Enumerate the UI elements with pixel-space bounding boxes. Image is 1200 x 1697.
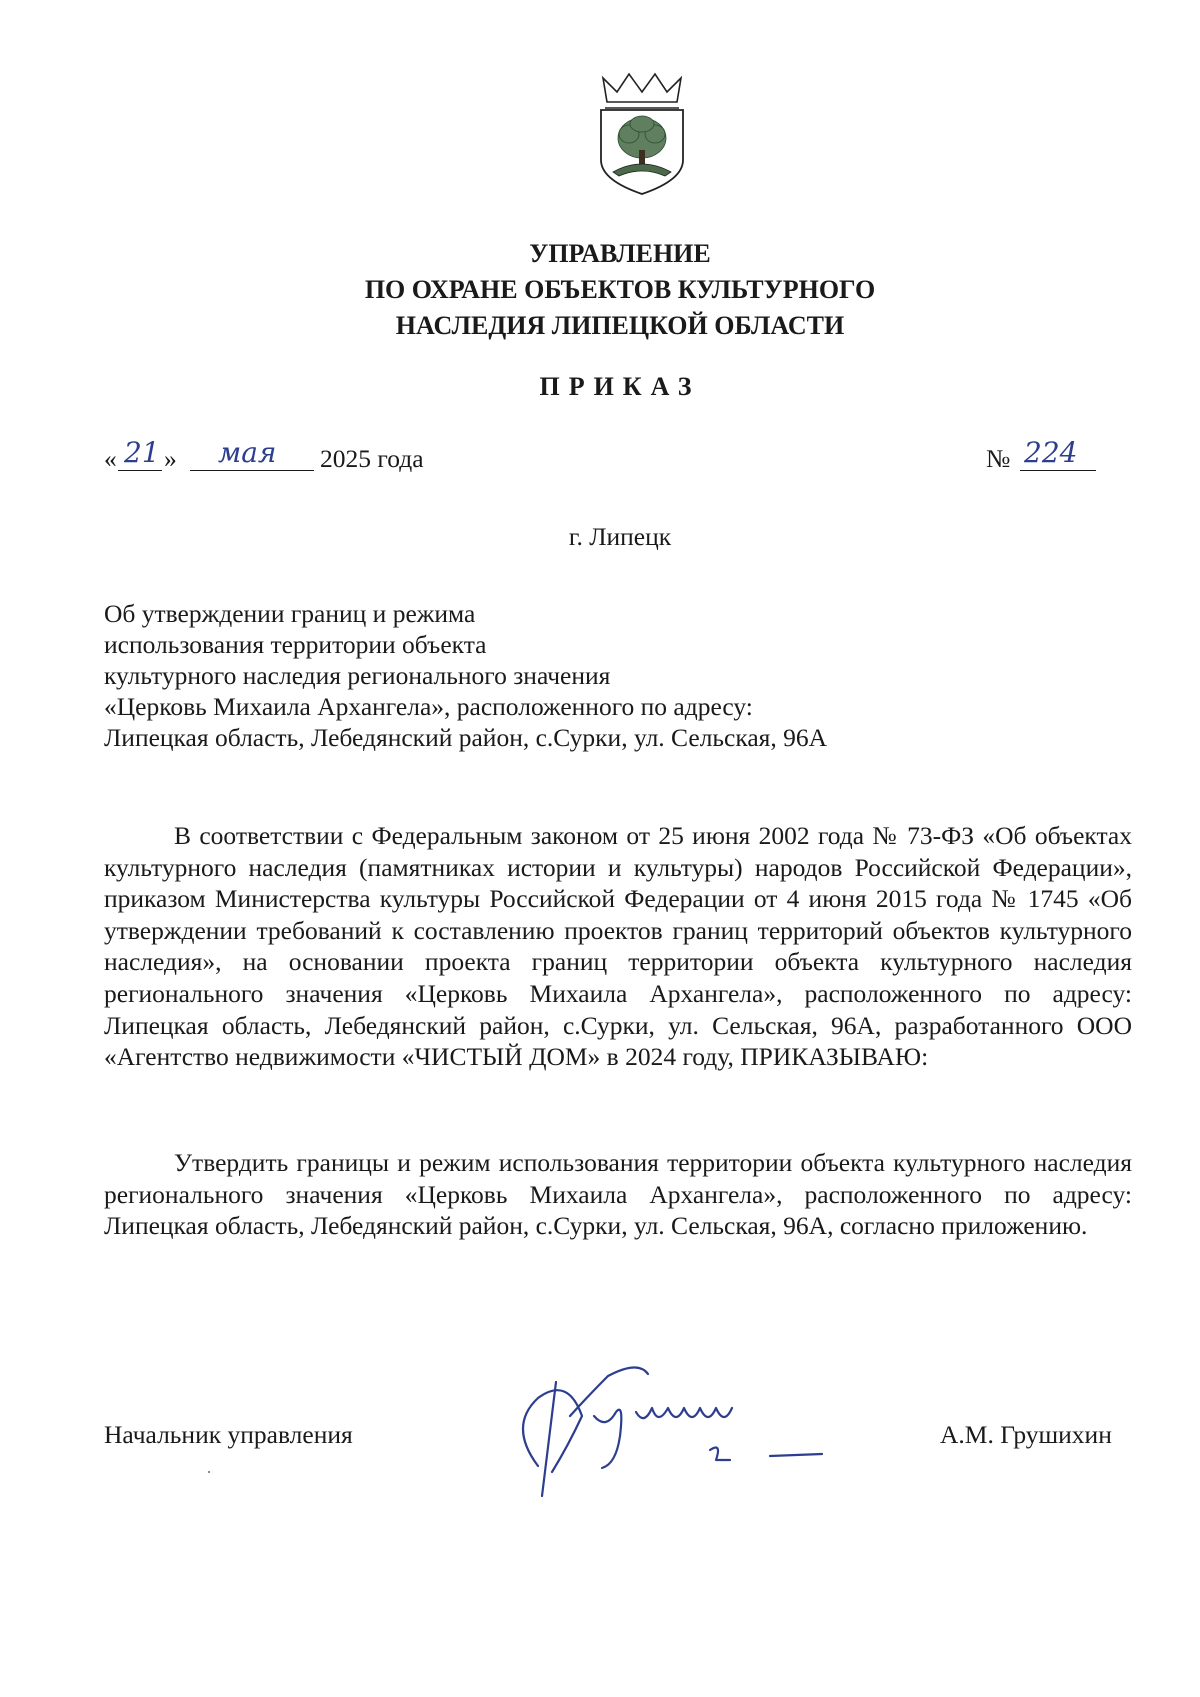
date-day-handwritten: 21 bbox=[124, 436, 160, 469]
document-type-title: ПРИКАЗ bbox=[539, 372, 701, 401]
number-sign: № bbox=[986, 444, 1011, 473]
signatory-name: А.М. Грушихин bbox=[940, 1420, 1112, 1449]
date-open-quote: « bbox=[104, 444, 117, 473]
subject-line: использования территории объекта bbox=[104, 630, 487, 659]
order-number-line bbox=[986, 436, 1126, 484]
subject-line: культурного наследия регионального значения bbox=[104, 661, 611, 690]
subject-line: Липецкая область, Лебедянский район, с.Сурки, ул. Сельская, 96А bbox=[104, 723, 828, 752]
subject-line: «Церковь Михаила Архангела», расположенного по адресу: bbox=[104, 692, 753, 721]
org-line-1: УПРАВЛЕНИЕ bbox=[529, 239, 711, 268]
scan-dot bbox=[208, 1471, 210, 1473]
org-line-2: ПО ОХРАНЕ ОБЪЕКТОВ КУЛЬТУРНОГО bbox=[364, 275, 876, 304]
organization-name bbox=[0, 236, 1200, 344]
signatory-position: Начальник управления bbox=[104, 1420, 353, 1449]
date-year: 2025 года bbox=[320, 444, 424, 473]
body-paragraph-2: Утвердить границы и режим использования территории объекта культурного наследия регионального значения «Церковь Михаила Архангела», расположенного по адресу: Липецкая область, Лебедянский район, с.Сурки, ул. Сельская, 96А, согласно приложению. bbox=[104, 1148, 1132, 1241]
city: г. Липецк bbox=[568, 522, 672, 551]
coat-of-arms-emblem bbox=[589, 72, 695, 198]
body-paragraph-1: В соответствии с Федеральным законом от 25 июня 2002 года № 73-ФЗ «Об объектах культурного наследия (памятниках истории и культуры) народов Российской Федерации», приказом Министерства культуры Российской Федерации от 4 июня 2015 года № 1745 «Об утверждении требований к составлению проектов границ территорий объектов культурного наследия», на основании проекта границ территории объекта культурного наследия регионального значения «Церковь Михаила Архангела», расположенного по адресу: Липецкая область, Лебедянский район, с.Сурки, ул. Сельская, 96А, разработанного ООО «Агентство недвижимости «ЧИСТЫЙ ДОМ» в 2024 году, ПРИКАЗЫВАЮ: bbox=[104, 821, 1132, 1072]
date-line bbox=[104, 436, 464, 484]
date-close-quote: » bbox=[164, 444, 177, 473]
document-subject bbox=[104, 598, 864, 753]
order-number-handwritten: 224 bbox=[1024, 436, 1078, 469]
subject-line: Об утверждении границ и режима bbox=[104, 599, 476, 628]
org-line-3: НАСЛЕДИЯ ЛИПЕЦКОЙ ОБЛАСТИ bbox=[395, 311, 845, 340]
date-month-handwritten: мая bbox=[218, 436, 277, 469]
handwritten-signature bbox=[498, 1346, 858, 1506]
